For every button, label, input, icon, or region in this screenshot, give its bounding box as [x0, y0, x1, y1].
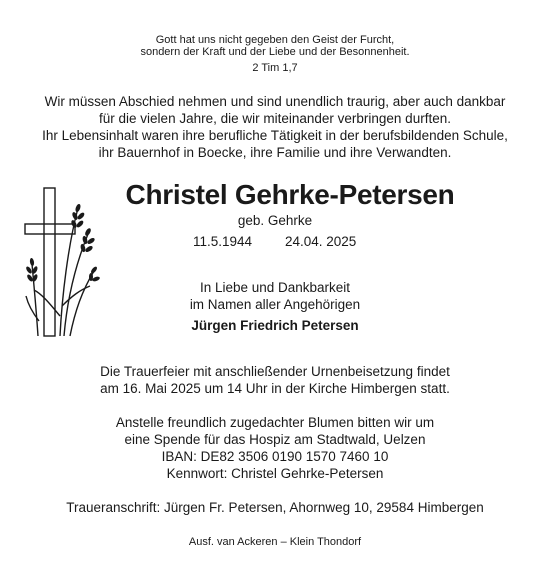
mourners-line-1: In Liebe und Dankbarkeit	[199, 280, 351, 295]
mourner-name: Jürgen Friedrich Petersen	[191, 318, 359, 333]
verse-line-2: sondern der Kraft und der Liebe und der Besonnenheit.	[140, 46, 410, 58]
intro-line-3: Ihr Lebensinhalt waren ihre berufliche Tätigkeit in der berufsbildenden Schule,	[42, 128, 508, 143]
maiden-name: geb. Gehrke	[237, 213, 313, 228]
verse-line-1: Gott hat uns nicht gegeben den Geist der Furcht,	[155, 34, 395, 46]
donation-keyword: Kennwort: Christel Gehrke-Petersen	[166, 466, 384, 481]
donation-iban: IBAN: DE82 3506 0190 1570 7460 10	[161, 449, 389, 464]
verse-reference: 2 Tim 1,7	[252, 62, 298, 74]
mourning-address: Traueranschrift: Jürgen Fr. Petersen, Ahornweg 10, 29584 Himbergen	[66, 500, 484, 515]
mourners-line-2: im Namen aller Angehörigen	[189, 297, 361, 312]
death-date: 24.04. 2025	[285, 234, 357, 249]
birth-date: 11.5.1944	[193, 234, 253, 249]
footer-credit: Ausf. van Ackeren – Klein Thondorf	[188, 536, 362, 548]
donation-line-2: eine Spende für das Hospiz am Stadtwald, Uelzen	[124, 432, 426, 447]
cross-with-wheat-icon	[20, 186, 100, 338]
deceased-name: Christel Gehrke-Petersen	[125, 179, 455, 210]
intro-line-4: ihr Bauernhof in Boecke, ihre Familie und ihre Verwandten.	[98, 145, 452, 160]
funeral-line-2: am 16. Mai 2025 um 14 Uhr in der Kirche Himbergen statt.	[100, 381, 450, 396]
donation-line-1: Anstelle freundlich zugedachter Blumen bitten wir um	[115, 415, 435, 430]
funeral-line-1: Die Trauerfeier mit anschließender Urnenbeisetzung findet	[100, 364, 450, 379]
intro-line-2: für die vielen Jahre, die wir miteinander verbringen durften.	[99, 111, 451, 126]
intro-line-1: Wir müssen Abschied nehmen und sind unendlich traurig, aber auch dankbar	[44, 94, 506, 109]
